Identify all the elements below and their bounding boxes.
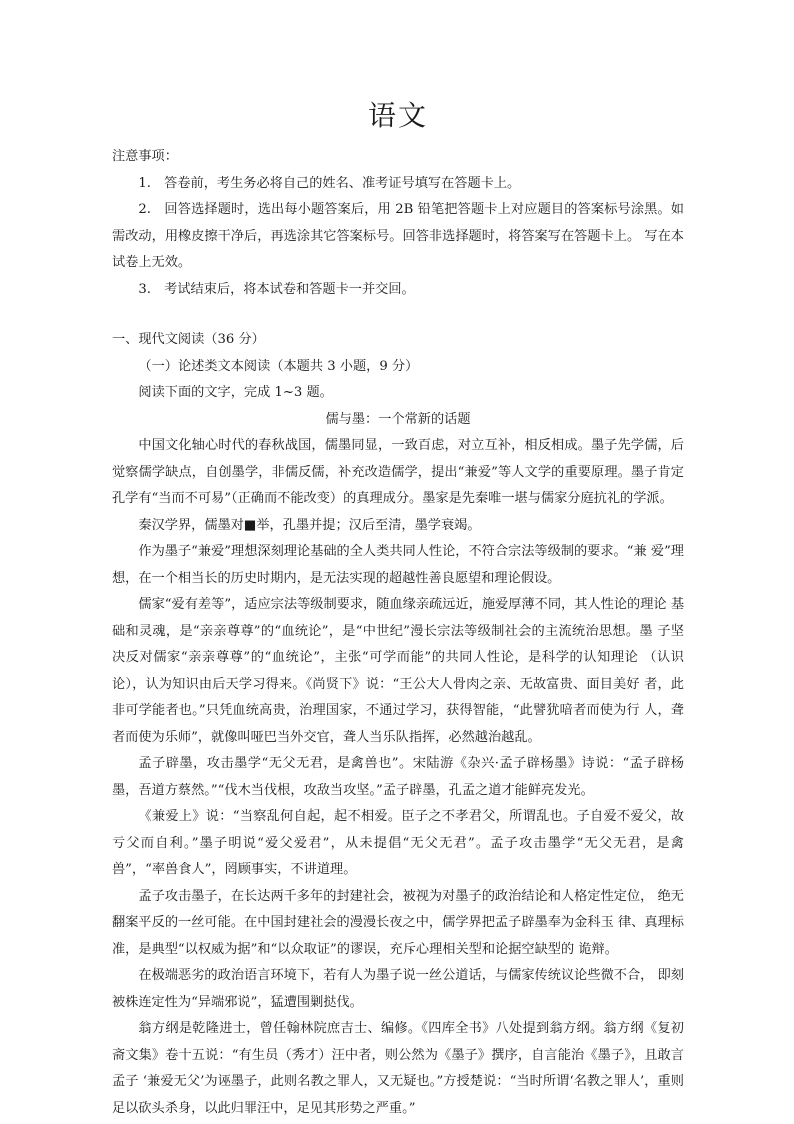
article-paragraph: 作为墨子“兼爱”理想深刻理论基础的全人类共同人性论，不符合宗法等级制的要求。“兼 爱”理想，在一个相当长的历史时期内，是无法实现的超越性善良愿望和理论假设。 [112, 544, 684, 586]
article-title: 儒与墨：一个常新的话题 [325, 411, 471, 427]
section-instruction: 阅读下面的文字，完成 1~3 题。 [138, 385, 333, 400]
article-paragraph: 秦汉学界，儒墨对■举，孔墨并提；汉后至清，墨学衰竭。 [138, 517, 481, 533]
article-paragraph: 孟子攻击墨子，在长达两千多年的封建社会，被视为对墨子的政治结论和人格定性定位， 绝无翻案平反的一丝可能。在中国封建社会的漫漫长夜之中，儒学界把孟子辟墨奉为金科玉 律、真理标准，是典型“以权威为据”和“以众取证”的谬误，充斥心理相关型和论据空缺型的 诡辩。 [112, 888, 684, 957]
article-paragraph: 在极端恶劣的政治语言环境下，若有人为墨子说一丝公道话，与儒家传统议论些微不合， 即刻被株连定性为“异端邪说”，猛遭围剿挞伐。 [112, 968, 684, 1010]
notice-item-3: 3. 考试结束后，将本试卷和答题卡一并交回。 [138, 281, 415, 297]
notice-heading: 注意事项： [112, 149, 178, 164]
section-heading: 一、现代文阅读（36 分） [112, 332, 265, 347]
article-paragraph: 中国文化轴心时代的春秋战国，儒墨同显，一致百虑，对立互补，相反相成。墨子先学儒，后 觉察儒学缺点，自创墨学，非儒反儒，补充改造儒学，提出“兼爱”等人文学的重要原理。墨子肯定 孔学有“当而不可易”（正确而不能改变）的真理成分。墨家是先秦唯一堪与儒家分庭抗礼的学派。 [112, 438, 684, 506]
notice-item-1: 1. 答卷前，考生务必将自己的姓名、准考证号填写在答题卡上。 [138, 175, 521, 191]
article-paragraph: 翁方纲是乾隆进士，曾任翰林院庶吉士、编修。《四库全书》八处提到翁方纲。翁方纲《复初 斋文集》卷十五说：“有生员（秀才）汪中者，则公然为《墨子》撰序，自言能治《墨子》，且敢言孟子 ‘兼爱无父’为诬墨子，此则名教之罪人，又无疑也。”方授楚说：“当时所谓‘名教之罪人’，重则 足以砍头杀身，以此归罪汪中，足见其形势之严重。” [112, 1021, 684, 1116]
section-subheading: （一）论述类文本阅读（本题共 3 小题，9 分） [138, 358, 419, 374]
article-paragraph: 儒家“爱有差等”，适应宗法等级制要求，随血缘亲疏远近，施爱厚薄不同，其人性论的理论 基础和灵魂，是“亲亲尊尊”的“血统论”，是“中世纪”漫长宗法等级制社会的主流统治思想。墨 子坚决反对儒家“亲亲尊尊”的“血统论”，主张“可学而能”的共同人性论，是科学的认知理论 （认识论），认为知识由后天学习得来。《尚贤下》说：“王公大人骨肉之亲、无故富贵、面目美好 者，此非可学能者也。”只凭血统高贵，治理国家，不通过学习，获得智能，“此譬犹喑者而使为行 人，聋者而使为乐师”，就像叫哑巴当外交官，聋人当乐队指挥，必然越治越乱。 [112, 597, 685, 745]
notice-item-2: 2. 回答选择题时，选出每小题答案后，用 2B 铅笔把答题卡上对应题目的答案标号涂黑。如需改动，用橡皮擦干净后，再选涂其它答案标号。回答非选择题时，将答案写在答题卡上。 写在本试卷上无效。 [112, 202, 684, 270]
article-paragraph: 孟子辟墨，攻击墨学“无父无君，是禽兽也”。宋陆游《杂兴·孟子辟杨墨》诗说：“孟子辟杨 墨，吾道方蔡然。”“伐木当伐根，攻敌当攻坚。”孟子辟墨，孔孟之道才能鲜亮发光。 [112, 756, 684, 798]
article-paragraph: 《兼爱上》说：“当察乱何自起，起不相爱。臣子之不孝君父，所谓乱也。子自爱不爱父，故 亏父而自利。”墨子明说“爱父爱君”，从未提倡“无父无君”。孟子攻击墨学“无父无君，是禽 兽”，“率兽食人”，罔顾事实，不讲道理。 [112, 809, 684, 877]
section-gap [112, 303, 684, 327]
exam-title: 语文 [367, 99, 428, 132]
